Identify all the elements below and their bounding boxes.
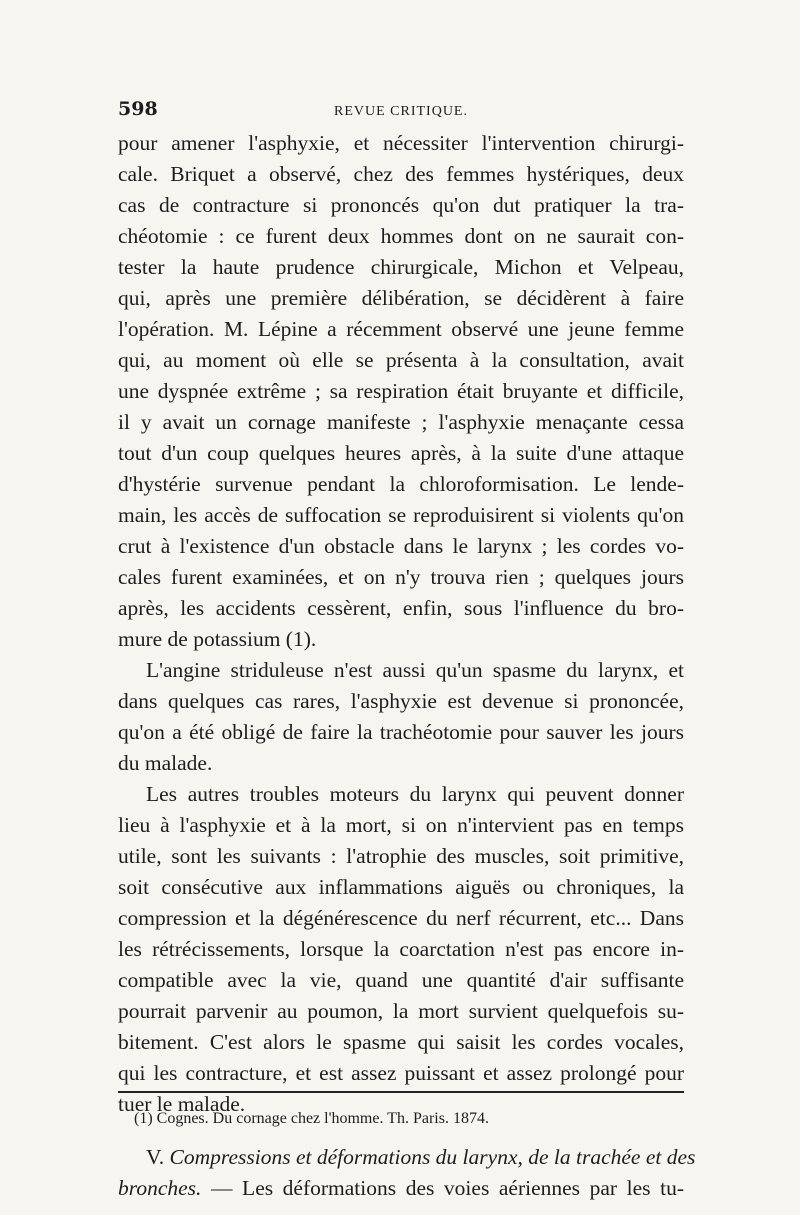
text-line: une dyspnée extrême ; sa respiration était bruyante et difficile, — [118, 379, 684, 403]
text-line: tester la haute prudence chirurgicale, Michon et Velpeau, — [118, 255, 684, 279]
text-line: Les autres troubles moteurs du larynx qui peuvent donner — [146, 782, 684, 806]
paragraph-2 — [118, 655, 684, 779]
text-line: pourrait parvenir au poumon, la mort survient quelquefois su- — [118, 999, 684, 1023]
text-line: lieu à l'asphyxie et à la mort, si on n'intervient pas en temps — [118, 813, 684, 837]
text-line: les rétrécissements, lorsque la coarctation n'est pas encore in- — [118, 937, 684, 961]
section-text-line — [118, 1173, 684, 1204]
text-line: tout d'un coup quelques heures après, à la suite d'une attaque — [118, 441, 684, 465]
text-line: il y avait un cornage manifeste ; l'asphyxie menaçante cessa — [118, 410, 684, 434]
text-line: cas de contracture si prononcés qu'on dut pratiquer la tra- — [118, 193, 684, 217]
text-line: qui, au moment où elle se présenta à la consultation, avait — [118, 348, 684, 372]
text-line: qui les contracture, et est assez puissant et assez prolongé pour — [118, 1061, 684, 1085]
text-line: l'opération. M. Lépine a récemment observé une jeune femme — [118, 317, 684, 341]
text-line: bitement. C'est alors le spasme qui saisit les cordes vocales, — [118, 1030, 684, 1054]
section-text: — Les déformations des voies aériennes par les tu- — [201, 1176, 684, 1200]
page-number: 598 — [118, 98, 158, 120]
text-line: du malade. — [118, 751, 213, 775]
text-line: qui, après une première délibération, se décidèrent à faire — [118, 286, 684, 310]
text-line: qu'on a été obligé de faire la trachéotomie pour sauver les jours — [118, 720, 684, 744]
text-line: dans quelques cas rares, l'asphyxie est devenue si prononcée, — [118, 689, 684, 713]
text-line: mure de potassium (1). — [118, 627, 317, 651]
text-line: après, les accidents cessèrent, enfin, sous l'influence du bro- — [118, 596, 684, 620]
section-title: Compressions et déformations du larynx, de la trachée et des — [169, 1145, 696, 1169]
text-line: pour amener l'asphyxie, et nécessiter l'intervention chirurgi- — [118, 131, 684, 155]
paragraph-3 — [118, 779, 684, 1120]
text-line: cale. Briquet a observé, chez des femmes hystériques, deux — [118, 162, 684, 186]
running-title: REVUE CRITIQUE. — [334, 104, 468, 119]
text-line: d'hystérie survenue pendant la chloroformisation. Le lende- — [118, 472, 684, 496]
text-line: utile, sont les suivants : l'atrophie des muscles, soit primitive, — [118, 844, 684, 868]
text-line: L'angine striduleuse n'est aussi qu'un spasme du larynx, et — [146, 658, 684, 682]
paragraph-1 — [118, 128, 684, 655]
section-number: V. — [146, 1145, 165, 1169]
page-header — [118, 98, 684, 128]
footnote-rule — [118, 1091, 684, 1093]
text-line: compatible avec la vie, quand une quantité d'air suffisante — [118, 968, 684, 992]
text-line: main, les accès de suffocation se reproduisirent si violents qu'on — [118, 503, 684, 527]
text-line: soit consécutive aux inflammations aiguës ou chroniques, la — [118, 875, 684, 899]
section-heading-line — [118, 1142, 696, 1173]
text-line: compression et la dégénérescence du nerf récurrent, etc... Dans — [118, 906, 684, 930]
text-line: tuer le malade. — [118, 1092, 246, 1116]
text-line: crut à l'existence d'un obstacle dans le larynx ; les cordes vo- — [118, 534, 684, 558]
footnote: (1) Cognes. Du cornage chez l'homme. Th. Paris. 1874. — [134, 1110, 489, 1127]
body-text — [118, 128, 696, 1204]
text-line: chéotomie : ce furent deux hommes dont on ne saurait con- — [118, 224, 684, 248]
section-title-continued: bronches. — [118, 1176, 202, 1200]
text-line: cales furent examinées, et on n'y trouva rien ; quelques jours — [118, 565, 684, 589]
